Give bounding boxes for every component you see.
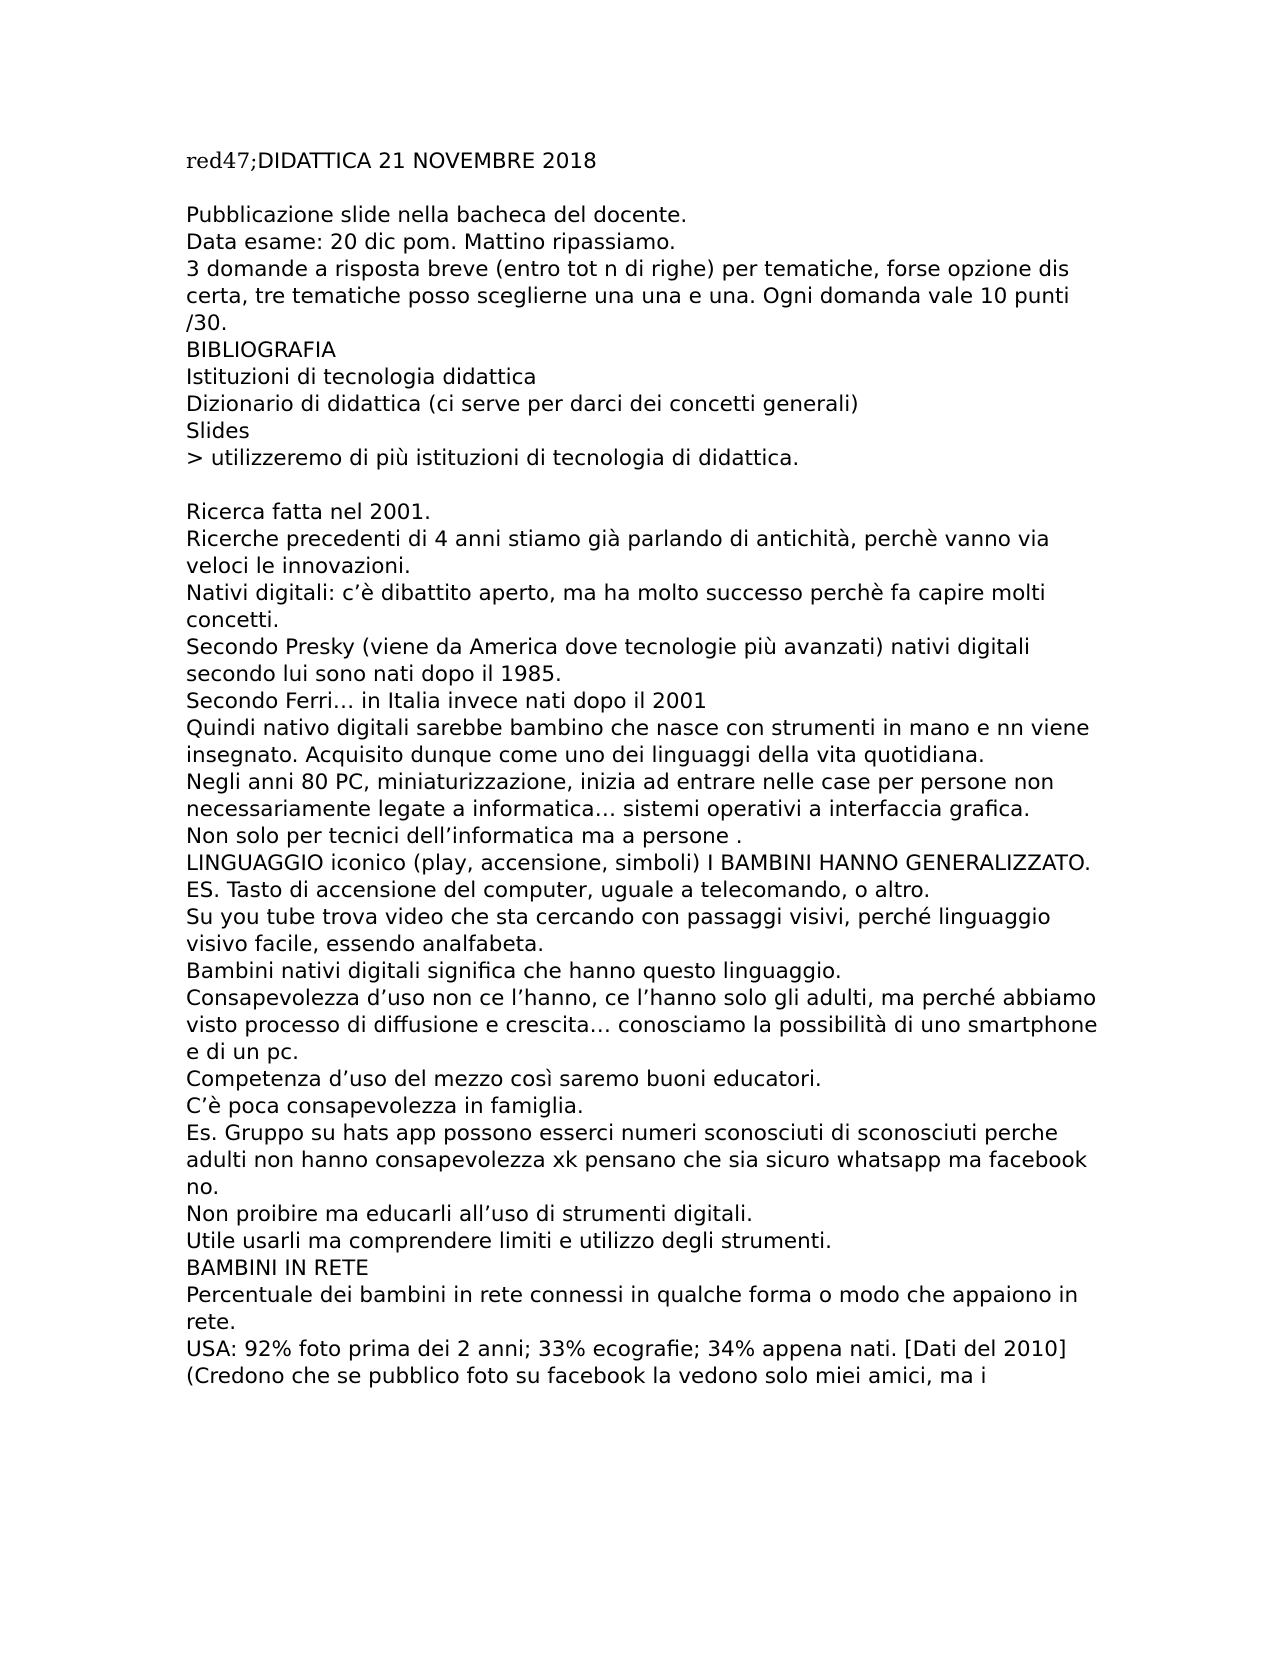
document-body — [186, 148, 1106, 1390]
paragraph: Es. Gruppo su hats app possono esserci numeri sconosciuti di sconosciuti perche adulti non hanno consapevolezza xk pensano che sia sicuro whatsapp ma facebook no. — [186, 1121, 1088, 1200]
paragraph: Competenza d’uso del mezzo così saremo buoni educatori. — [186, 1067, 822, 1092]
paragraph: Non solo per tecnici dell’informatica ma a persone . — [186, 824, 743, 849]
bibliography-note: > utilizzeremo di più istituzioni di tecnologia di didattica. — [186, 446, 800, 471]
paragraph-exam-format: 3 domande a risposta breve (entro tot n di righe) per tematiche, forse opzione dis certa, tre tematiche posso sceglierne una una e una. Ogni domanda vale 10 punti /30. — [186, 257, 1070, 336]
paragraph: Su you tube trova video che sta cercando con passaggi visivi, perché linguaggio visivo facile, essendo analfabeta. — [186, 905, 1051, 957]
paragraph: Non proibire ma educarli all’uso di strumenti digitali. — [186, 1202, 753, 1227]
paragraph-exam-date: Data esame: 20 dic pom. Mattino ripassiamo. — [186, 230, 676, 255]
heading-bibliography: BIBLIOGRAFIA — [186, 338, 336, 363]
bibliography-item: Slides — [186, 419, 250, 444]
paragraph: Secondo Ferri… in Italia invece nati dopo il 2001 — [186, 689, 707, 714]
paragraph: Bambini nativi digitali significa che hanno questo linguaggio. — [186, 959, 842, 984]
heading-bambini-in-rete: BAMBINI IN RETE — [186, 1256, 369, 1281]
paragraph: Negli anni 80 PC, miniaturizzazione, inizia ad entrare nelle case per persone non necessariamente legate a informatica… sistemi operativi a interfaccia grafica. — [186, 770, 1055, 822]
paragraph: ES. Tasto di accensione del computer, uguale a telecomando, o altro. — [186, 878, 931, 903]
paragraph: Secondo Presky (viene da America dove tecnologie più avanzati) nativi digitali secondo lui sono nati dopo il 1985. — [186, 635, 1030, 687]
paragraph: Nativi digitali: c’è dibattito aperto, ma ha molto successo perchè fa capire molti concetti. — [186, 581, 1046, 633]
bibliography-item: Istituzioni di tecnologia didattica — [186, 365, 537, 390]
paragraph: (Credono che se pubblico foto su facebook la vedono solo miei amici, ma i — [186, 1364, 987, 1389]
blank-line — [186, 175, 1106, 202]
blank-line — [186, 472, 1106, 499]
paragraph-publication: Pubblicazione slide nella bacheca del docente. — [186, 203, 688, 228]
title-prefix: red47; — [186, 149, 258, 174]
document-title — [186, 148, 1106, 175]
paragraph: Consapevolezza d’uso non ce l’hanno, ce l’hanno solo gli adulti, ma perché abbiamo visto processo di diffusione e crescita… conosciamo la possibilità di uno smartphone e di un pc. — [186, 986, 1098, 1065]
paragraph: Ricerca fatta nel 2001. — [186, 500, 431, 525]
paragraph: Percentuale dei bambini in rete connessi in qualche forma o modo che appaiono in rete. — [186, 1283, 1079, 1335]
paragraph: LINGUAGGIO iconico (play, accensione, simboli) I BAMBINI HANNO GENERALIZZATO. — [186, 851, 1091, 876]
title-main: DIDATTICA 21 NOVEMBRE 2018 — [257, 149, 597, 174]
paragraph: Quindi nativo digitali sarebbe bambino che nasce con strumenti in mano e nn viene insegnato. Acquisito dunque come uno dei linguaggi della vita quotidiana. — [186, 716, 1090, 768]
paragraph: Ricerche precedenti di 4 anni stiamo già parlando di antichità, perchè vanno via veloci le innovazioni. — [186, 527, 1050, 579]
paragraph: Utile usarli ma comprendere limiti e utilizzo degli strumenti. — [186, 1229, 832, 1254]
paragraph: USA: 92% foto prima dei 2 anni; 33% ecografie; 34% appena nati. [Dati del 2010] — [186, 1337, 1067, 1362]
paragraph: C’è poca consapevolezza in famiglia. — [186, 1094, 584, 1119]
bibliography-item: Dizionario di didattica (ci serve per darci dei concetti generali) — [186, 392, 859, 417]
